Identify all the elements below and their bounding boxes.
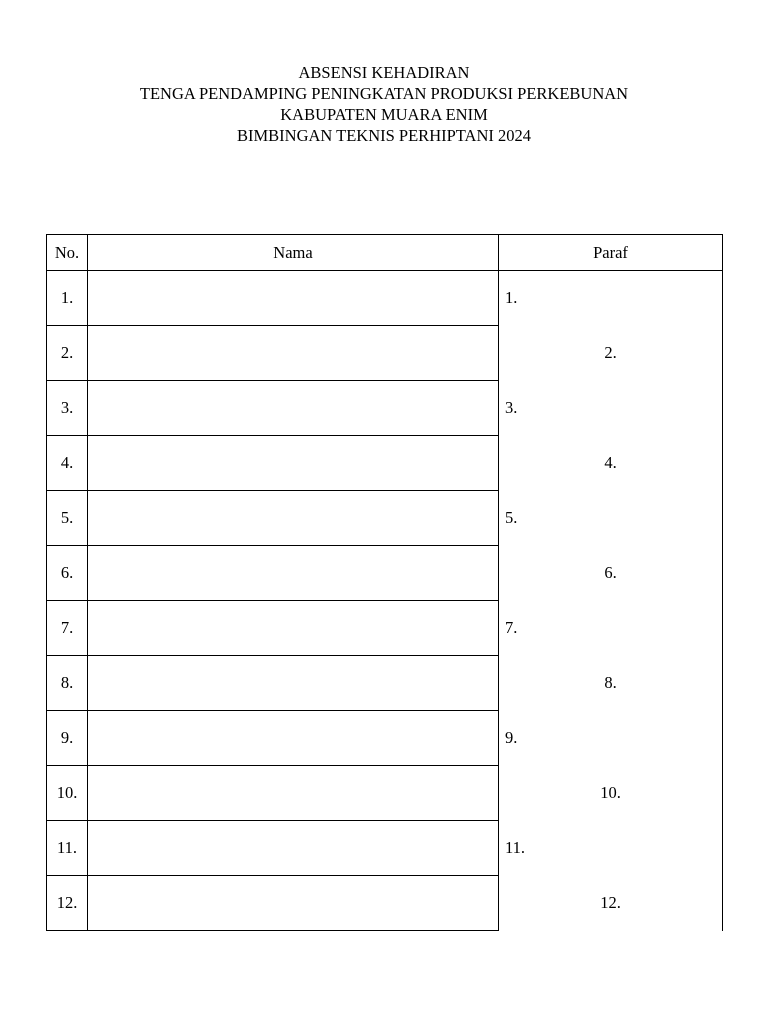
table-row: [47, 821, 723, 876]
document-subtitle-region: KABUPATEN MUARA ENIM: [280, 105, 488, 124]
signature-field[interactable]: 5.: [499, 491, 723, 546]
row-number: 11.: [47, 821, 88, 876]
document-subtitle-event: BIMBINGAN TEKNIS PERHIPTANI 2024: [236, 126, 531, 145]
table-row: [47, 656, 723, 711]
row-number: 5.: [47, 491, 88, 546]
attendance-table: [46, 234, 723, 931]
signature-field[interactable]: 6.: [499, 546, 723, 601]
name-field[interactable]: [88, 546, 499, 601]
table-row: [47, 326, 723, 381]
signature-field[interactable]: 12.: [499, 876, 723, 931]
row-number: 9.: [47, 711, 88, 766]
name-field[interactable]: [88, 381, 499, 436]
table-row: [47, 876, 723, 931]
row-number: 10.: [47, 766, 88, 821]
column-header-paraf: Paraf: [499, 235, 723, 271]
table-row: [47, 766, 723, 821]
row-number: 3.: [47, 381, 88, 436]
name-field[interactable]: [88, 436, 499, 491]
table-row: [47, 436, 723, 491]
name-field[interactable]: [88, 601, 499, 656]
row-number: 7.: [47, 601, 88, 656]
row-number: 6.: [47, 546, 88, 601]
column-header-nama: Nama: [88, 235, 499, 271]
signature-field[interactable]: 11.: [499, 821, 723, 876]
name-field[interactable]: [88, 491, 499, 546]
signature-field[interactable]: 4.: [499, 436, 723, 491]
column-header-no: No.: [47, 235, 88, 271]
signature-field[interactable]: 3.: [499, 381, 723, 436]
name-field[interactable]: [88, 326, 499, 381]
row-number: 8.: [47, 656, 88, 711]
row-number: 12.: [47, 876, 88, 931]
name-field[interactable]: [88, 656, 499, 711]
name-field[interactable]: [88, 711, 499, 766]
signature-field[interactable]: 1.: [499, 271, 723, 326]
signature-field[interactable]: 8.: [499, 656, 723, 711]
row-number: 4.: [47, 436, 88, 491]
signature-field[interactable]: 10.: [499, 766, 723, 821]
name-field[interactable]: [88, 821, 499, 876]
table-header-row: [47, 235, 723, 271]
signature-field[interactable]: 2.: [499, 326, 723, 381]
row-number: 2.: [47, 326, 88, 381]
row-number: 1.: [47, 271, 88, 326]
document-subtitle-program: TENGA PENDAMPING PENINGKATAN PRODUKSI PERKEBUNAN: [139, 84, 629, 103]
document-header: [0, 62, 768, 146]
table-row: [47, 601, 723, 656]
name-field[interactable]: [88, 876, 499, 931]
table-row: [47, 546, 723, 601]
name-field[interactable]: [88, 766, 499, 821]
name-field[interactable]: [88, 271, 499, 326]
document-title: ABSENSI KEHADIRAN: [298, 63, 470, 82]
table-row: [47, 381, 723, 436]
signature-field[interactable]: 9.: [499, 711, 723, 766]
signature-field[interactable]: 7.: [499, 601, 723, 656]
table-row: [47, 711, 723, 766]
table-row: [47, 491, 723, 546]
table-row: [47, 271, 723, 326]
